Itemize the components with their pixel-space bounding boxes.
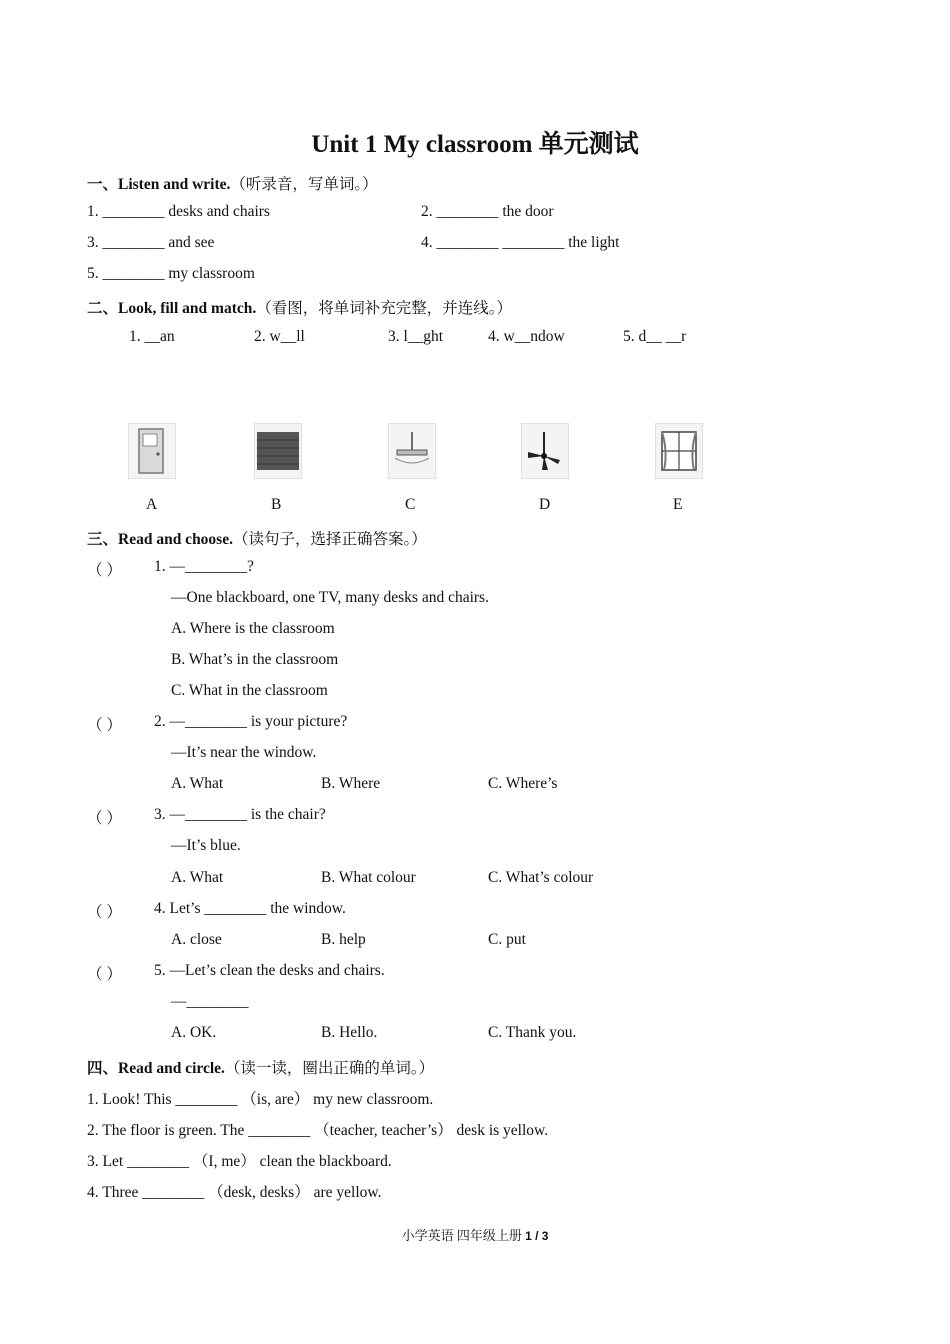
- section-3-heading: [87, 527, 427, 549]
- q2-option-c: C. Where’s: [488, 775, 558, 792]
- window-picture: [655, 423, 703, 479]
- s1-item-3: 3. ________ and see: [87, 234, 215, 251]
- answer-blank-2: （ ）: [87, 717, 122, 734]
- s2-word-5: 5. d__ __r: [623, 328, 687, 345]
- picture-letter-c: C: [405, 496, 416, 513]
- answer-blank-3: （ ）: [87, 810, 122, 827]
- q4-option-b: B. help: [321, 931, 366, 948]
- section-2-heading: [87, 296, 512, 318]
- section-4-note: （读一读，圈出正确的单词。）: [224, 1060, 435, 1077]
- page-footer: [0, 1225, 950, 1244]
- section-4-heading: [87, 1056, 434, 1078]
- section-1-heading: [87, 172, 378, 194]
- q1-answer: —One blackboard, one TV, many desks and chairs.: [171, 589, 489, 606]
- section-3-note: （读句子，选择正确答案。）: [232, 531, 427, 548]
- page-number: 1 / 3: [525, 1229, 549, 1243]
- picture-letter-d: D: [539, 496, 551, 513]
- section-1-title: 一、Listen and write.: [87, 176, 231, 193]
- wall-picture: [254, 423, 302, 479]
- q3-option-b: B. What colour: [321, 869, 416, 886]
- answer-blank-5: （ ）: [87, 966, 122, 983]
- q4-question: 4. Let’s ________ the window.: [154, 900, 346, 917]
- q2-option-b: B. Where: [321, 775, 381, 792]
- q2-question: 2. —________ is your picture?: [154, 713, 348, 730]
- s2-word-3: 3. l__ght: [388, 328, 444, 345]
- s4-item-3: 3. Let ________ （I, me） clean the blackboard.: [87, 1153, 392, 1170]
- section-2-title: 二、Look, fill and match.: [87, 300, 257, 317]
- q5-option-a: A. OK.: [171, 1024, 217, 1041]
- section-4-title: 四、Read and circle.: [87, 1060, 225, 1077]
- s4-item-4: 4. Three ________ （desk, desks） are yellow.: [87, 1184, 382, 1201]
- door-picture: [128, 423, 176, 479]
- q4-option-c: C. put: [488, 931, 526, 948]
- q3-option-a: A. What: [171, 869, 224, 886]
- q5-answer: —________: [171, 993, 249, 1010]
- s2-word-2: 2. w__ll: [254, 328, 305, 345]
- section-1-note: （听录音，写单词。）: [230, 176, 378, 193]
- q3-option-c: C. What’s colour: [488, 869, 594, 886]
- s1-item-5: 5. ________ my classroom: [87, 265, 255, 282]
- q5-option-b: B. Hello.: [321, 1024, 378, 1041]
- q2-option-a: A. What: [171, 775, 224, 792]
- s4-item-1: 1. Look! This ________ （is, are） my new classroom.: [87, 1091, 434, 1108]
- answer-blank-4: （ ）: [87, 904, 122, 921]
- s2-word-4: 4. w__ndow: [488, 328, 565, 345]
- q1-option-b: B. What’s in the classroom: [171, 651, 339, 668]
- q3-answer: —It’s blue.: [171, 837, 241, 854]
- q1-option-c: C. What in the classroom: [171, 682, 328, 699]
- picture-letter-b: B: [271, 496, 282, 513]
- q3-question: 3. —________ is the chair?: [154, 806, 326, 823]
- s4-item-2: 2. The floor is green. The ________ （teacher, teacher’s） desk is yellow.: [87, 1122, 549, 1139]
- section-3-title: 三、Read and choose.: [87, 531, 233, 548]
- q4-option-a: A. close: [171, 931, 222, 948]
- s1-item-2: 2. ________ the door: [421, 203, 554, 220]
- q5-question: 5. —Let’s clean the desks and chairs.: [154, 962, 385, 979]
- picture-letter-e: E: [673, 496, 683, 513]
- q2-answer: —It’s near the window.: [171, 744, 317, 761]
- page-title: Unit 1 My classroom 单元测试: [311, 131, 639, 158]
- light-picture: [388, 423, 436, 479]
- picture-letter-a: A: [146, 496, 158, 513]
- q1-option-a: A. Where is the classroom: [171, 620, 335, 637]
- footer-text: 小学英语 四年级上册: [401, 1228, 526, 1243]
- section-2-note: （看图，将单词补充完整，并连线。）: [256, 300, 512, 317]
- s1-item-1: 1. ________ desks and chairs: [87, 203, 270, 220]
- fan-picture: [521, 423, 569, 479]
- q1-question: 1. —________?: [154, 558, 254, 575]
- s1-item-4: 4. ________ ________ the light: [421, 234, 620, 251]
- answer-blank-1: （ ）: [87, 562, 122, 579]
- s2-word-1: 1. __an: [129, 328, 175, 345]
- q5-option-c: C. Thank you.: [488, 1024, 577, 1041]
